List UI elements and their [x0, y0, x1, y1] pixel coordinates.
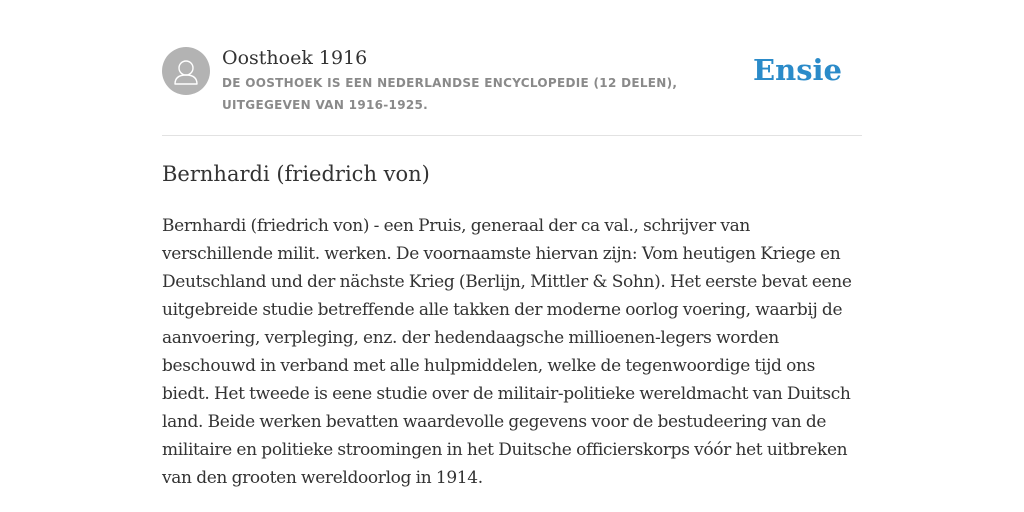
- source-avatar[interactable]: [162, 47, 210, 95]
- user-icon: [162, 47, 210, 95]
- source-title[interactable]: Oosthoek 1916: [222, 47, 368, 69]
- divider: [162, 135, 862, 136]
- article-title: Bernhardi (friedrich von): [162, 162, 430, 186]
- source-description: DE OOSTHOEK IS EEN NEDERLANDSE ENCYCLOPEDIE (12 DELEN), UITGEGEVEN VAN 1916-1925.: [222, 76, 678, 112]
- article-body: Bernhardi (friedrich von) - een Pruis, generaal der ca val., schrijver van verschillende milit. werken. De voornaamste hiervan zijn: Vom heutigen Kriege en Deutschland und der nächste Krieg (Berlijn, Mittler & Sohn). Het eerste bevat eene uitgebreide studie betreffende alle takken der moderne oorlog voering, waarbij de aanvoering, verpleging, enz. der hedendaagsche millioenen-legers worden beschouwd in verband met alle hulpmiddelen, welke de tegenwoordige tijd ons biedt. Het tweede is eene studie over de militair-politieke wereldmacht van Duitsch land. Beide werken bevatten waardevolle gegevens voor de bestudeering van de militaire en politieke stroomingen in het Duitsche officierskorps vóór het uitbreken van den grooten wereldoorlog in 1914.: [162, 216, 852, 488]
- ensie-logo[interactable]: Ensie: [753, 53, 842, 87]
- source-header: [162, 46, 862, 116]
